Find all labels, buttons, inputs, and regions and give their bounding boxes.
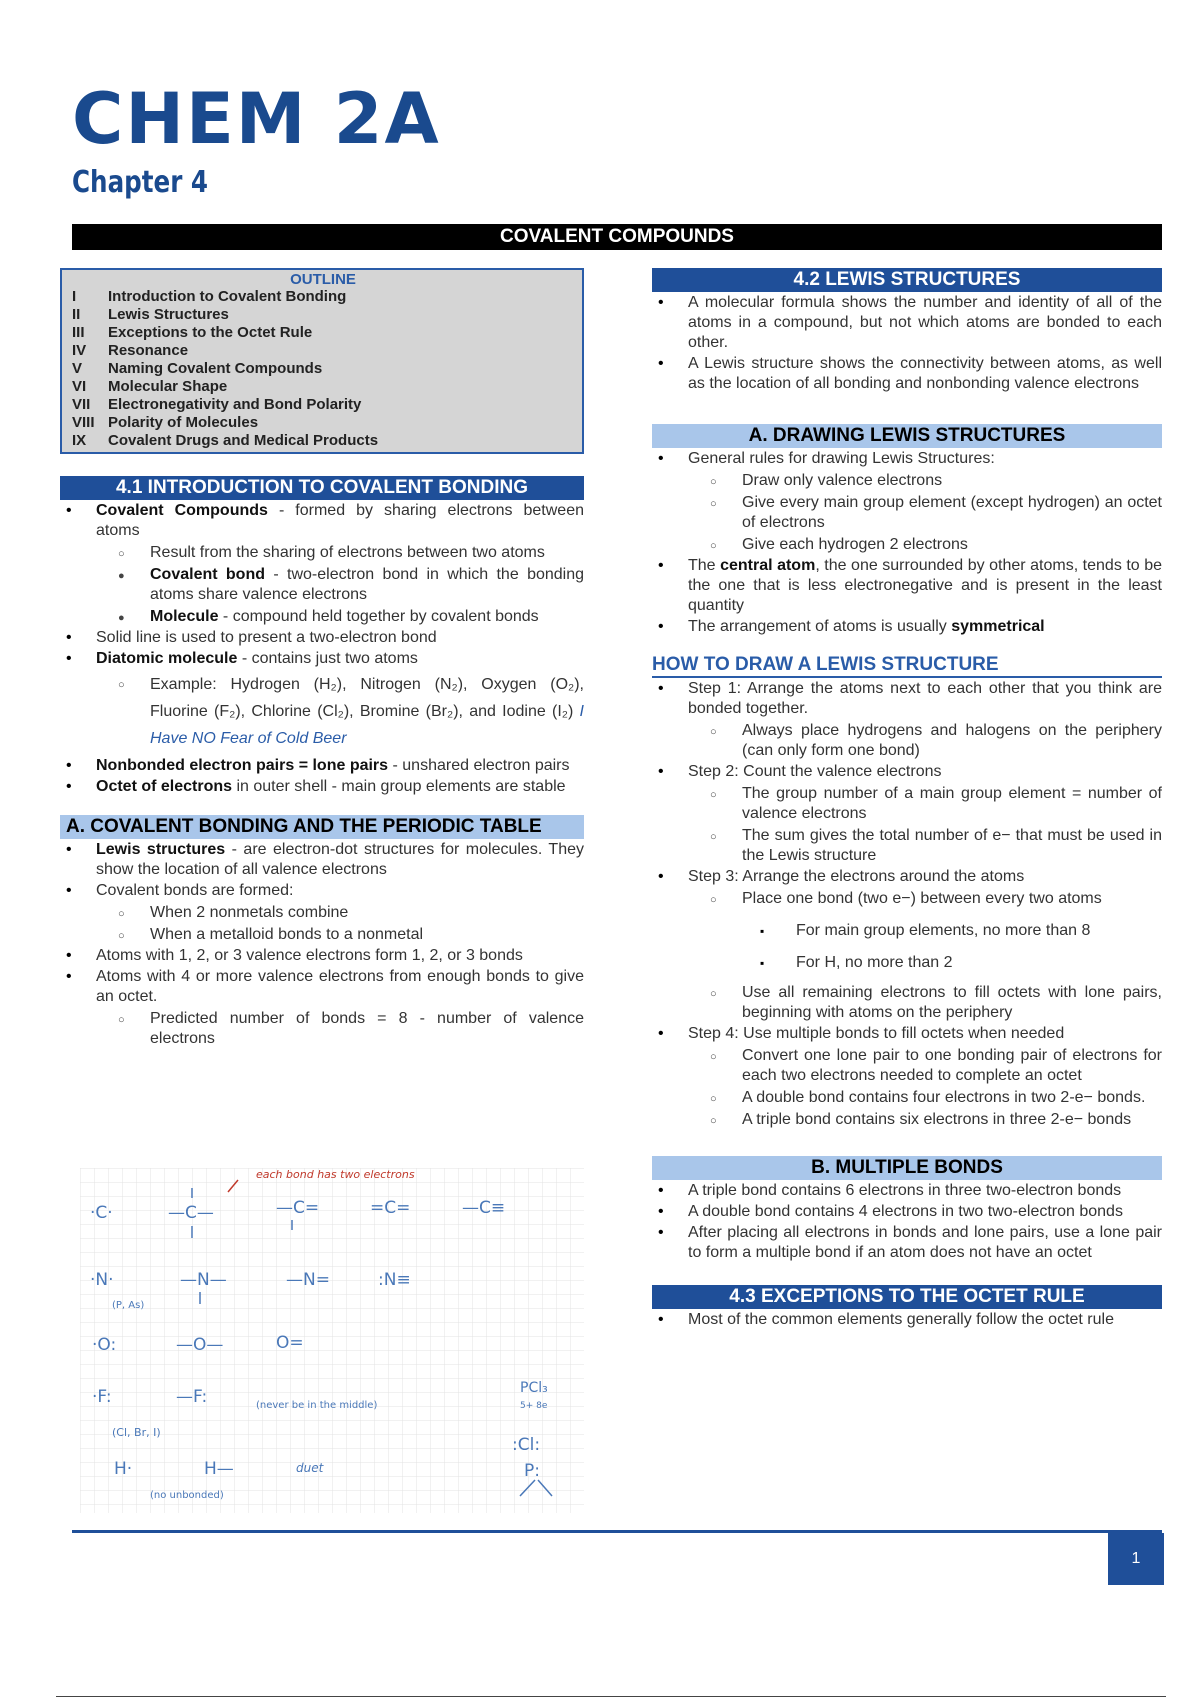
list-item: ○ Draw only valence electrons: [652, 471, 1162, 491]
list-item: ▪ For H, no more than 2: [652, 953, 1162, 973]
list-item: • Lewis structures - are electron-dot structures for molecules. They show the location of all valence electrons: [60, 840, 584, 880]
outline-item: [72, 378, 574, 396]
list-item: • General rules for drawing Lewis Structures:: [652, 449, 1162, 469]
section-4-1-heading: 4.1 INTRODUCTION TO COVALENT BONDING: [60, 476, 584, 500]
outline-item: [72, 324, 574, 342]
list-item: • Nonbonded electron pairs = lone pairs - unshared electron pairs: [60, 756, 584, 776]
right-column: [652, 268, 1162, 1330]
outline-item: [72, 288, 574, 306]
sketch-symbol: =C=: [370, 1198, 411, 1218]
sketch-symbol: —F:: [176, 1387, 208, 1407]
list-item: • Step 2: Count the valence electrons: [652, 762, 1162, 782]
list-item: • Covalent Compounds - formed by sharing electrons between atoms: [60, 501, 584, 541]
outline-item: [72, 342, 574, 360]
outline-item-number: II: [72, 306, 81, 323]
section-multiple-bonds-heading: B. MULTIPLE BONDS: [652, 1156, 1162, 1180]
outline-item-label: Molecular Shape: [108, 378, 228, 395]
outline-box: [60, 268, 584, 454]
how-to-heading: HOW TO DRAW A LEWIS STRUCTURE: [652, 655, 1162, 678]
list-item: ▪ For main group elements, no more than 8: [652, 921, 1162, 941]
list-item: • Step 4: Use multiple bonds to fill octets when needed: [652, 1024, 1162, 1044]
list-item: • The central atom, the one surrounded by other atoms, tends to be the one that is less electronegative and is present in the least quantity: [652, 556, 1162, 616]
list-item: • The arrangement of atoms is usually symmetrical: [652, 617, 1162, 637]
sketch-symbol: :Cl:: [512, 1435, 541, 1455]
section-4-2-heading: 4.2 LEWIS STRUCTURES: [652, 268, 1162, 292]
list-item: • A Lewis structure shows the connectivity between atoms, as well as the location of all bonding and nonbonding valence electrons: [652, 354, 1162, 394]
outline-item: [72, 414, 574, 432]
list-item: ● Covalent bond - two-electron bond in which the bonding atoms share valence electrons: [60, 565, 584, 605]
list-item: ○ Give every main group element (except hydrogen) an octet of electrons: [652, 493, 1162, 533]
left-column: [60, 268, 584, 1049]
list-item: ○ Use all remaining electrons to fill octets with lone pairs, beginning with atoms on the periphery: [652, 983, 1162, 1023]
outline-title: OUTLINE: [290, 271, 356, 288]
sketch-symbol: :N≡: [378, 1270, 411, 1290]
page-title: CHEM 2A: [72, 78, 441, 160]
page-number: 1: [1108, 1533, 1164, 1585]
outline-item: [72, 396, 574, 414]
list-item: ○ Always place hydrogens and halogens on the periphery (can only form one bond): [652, 721, 1162, 761]
outline-item: [72, 432, 574, 450]
sketch-symbol: ·O:: [92, 1335, 117, 1355]
outline-item-number: I: [72, 288, 77, 305]
list-item: • After placing all electrons in bonds and lone pairs, use a lone pair to form a multiple bond if an atom does not have an octet: [652, 1223, 1162, 1263]
list-item: • Step 1: Arrange the atoms next to each other that you think are bonded together.: [652, 679, 1162, 719]
sketch-symbol: —N—: [180, 1270, 227, 1290]
sketch-symbol: —O—: [176, 1335, 224, 1355]
section-drawing-heading: A. DRAWING LEWIS STRUCTURES: [652, 424, 1162, 448]
sketch-note: (P, As): [112, 1300, 145, 1311]
list-item: • Octet of electrons in outer shell - main group elements are stable: [60, 777, 584, 797]
list-item: ○ A double bond contains four electrons in two 2-e− bonds.: [652, 1088, 1162, 1108]
sketch-symbol: PCl₃: [520, 1380, 548, 1396]
outline-item: [72, 306, 574, 324]
outline-item-number: IX: [72, 432, 87, 449]
outline-item-number: V: [72, 360, 83, 377]
sketch-note: 5+ 8e: [520, 1401, 548, 1411]
outline-item-number: VI: [72, 378, 87, 395]
sketch-note: (Cl, Br, I): [112, 1426, 161, 1439]
outline-item-label: Lewis Structures: [108, 306, 229, 323]
list-item: ○ The sum gives the total number of e− that must be used in the Lewis structure: [652, 826, 1162, 866]
list-item: ○ A triple bond contains six electrons in three 2-e− bonds: [652, 1110, 1162, 1130]
outline-item-label: Resonance: [108, 342, 189, 359]
list-item: ○ Example: Hydrogen (H₂), Nitrogen (N₂), Oxygen (O₂), Fluorine (F₂), Chlorine (Cl₂), Bromine (Br₂), and Iodine (I₂) I Have NO Fear of Cold Beer: [60, 671, 584, 752]
list-item: • Most of the common elements generally follow the octet rule: [652, 1310, 1162, 1330]
outline-item: [72, 360, 574, 378]
sketch-symbol: —C≡: [462, 1198, 506, 1218]
list-item: • Step 3: Arrange the electrons around the atoms: [652, 867, 1162, 887]
outline-list: [72, 288, 574, 450]
list-item: • A molecular formula shows the number and identity of all of the atoms in a compound, but not which atoms are bonded to each other.: [652, 293, 1162, 353]
outline-item-label: Covalent Drugs and Medical Products: [108, 432, 379, 449]
list-item: ○ Result from the sharing of electrons between two atoms: [60, 543, 584, 563]
list-item: • A double bond contains 4 electrons in two two-electron bonds: [652, 1202, 1162, 1222]
outline-item-number: VII: [72, 396, 91, 413]
grid-paper: [80, 1168, 584, 1513]
list-item: ○ When 2 nonmetals combine: [60, 903, 584, 923]
list-item: ○ The group number of a main group element = number of valence electrons: [652, 784, 1162, 824]
sketch-note: duet: [296, 1461, 324, 1475]
list-item: ○ Give each hydrogen 2 electrons: [652, 535, 1162, 555]
mnemonic-text: I Have NO Fear of Cold Beer: [150, 703, 584, 747]
sketch-symbol: —C—: [168, 1203, 214, 1223]
list-item: ○ When a metalloid bonds to a nonmetal: [60, 925, 584, 945]
lewis-dot-sketch: [80, 1168, 584, 1513]
list-item: ○ Convert one lone pair to one bonding pair of electrons for each two electrons needed to complete an octet: [652, 1046, 1162, 1086]
outline-item-label: Polarity of Molecules: [108, 414, 259, 431]
chapter-subtitle: Chapter 4: [72, 165, 209, 200]
section-a-periodic-heading: A. COVALENT BONDING AND THE PERIODIC TABLE: [60, 815, 584, 839]
section-4-3-heading: 4.3 EXCEPTIONS TO THE OCTET RULE: [652, 1285, 1162, 1309]
list-item: • Covalent bonds are formed:: [60, 881, 584, 901]
list-item: ● Molecule - compound held together by covalent bonds: [60, 607, 584, 627]
list-item: • Atoms with 1, 2, or 3 valence electrons form 1, 2, or 3 bonds: [60, 946, 584, 966]
outline-item-number: III: [72, 324, 85, 341]
sketch-symbol: ·N·: [90, 1270, 114, 1290]
list-item: • Solid line is used to present a two-electron bond: [60, 628, 584, 648]
outline-item-label: Naming Covalent Compounds: [108, 360, 323, 377]
list-item: ○ Predicted number of bonds = 8 - number of valence electrons: [60, 1009, 584, 1049]
list-item: • Atoms with 4 or more valence electrons from enough bonds to give an octet.: [60, 967, 584, 1007]
sketch-symbol: ·C·: [90, 1203, 113, 1223]
outline-item-label: Electronegativity and Bond Polarity: [108, 396, 362, 413]
list-item: ○ Place one bond (two e−) between every two atoms: [652, 889, 1162, 909]
outline-item-label: Exceptions to the Octet Rule: [108, 324, 313, 341]
sketch-symbol: —N=: [286, 1270, 330, 1290]
sketch-symbol: ·F:: [92, 1387, 112, 1407]
page-bottom-rule: [56, 1696, 1166, 1697]
topic-banner: COVALENT COMPOUNDS: [72, 224, 1162, 250]
sketch-symbol: P:: [524, 1461, 540, 1481]
list-item: • A triple bond contains 6 electrons in three two-electron bonds: [652, 1181, 1162, 1201]
sketch-note: (never be in the middle): [256, 1400, 378, 1411]
sketch-symbol: H·: [114, 1459, 133, 1479]
footer-divider: [72, 1530, 1162, 1533]
outline-item-number: VIII: [72, 414, 95, 431]
outline-item-label: Introduction to Covalent Bonding: [108, 288, 347, 305]
sketch-symbol: H—: [204, 1459, 234, 1479]
outline-item-number: IV: [72, 342, 87, 359]
sketch-symbol: O=: [276, 1333, 304, 1353]
sketch-note: (no unbonded): [150, 1490, 224, 1501]
sketch-symbol: —C=: [276, 1198, 320, 1218]
sketch-note: each bond has two electrons: [256, 1168, 415, 1181]
list-item: • Diatomic molecule - contains just two atoms: [60, 649, 584, 669]
